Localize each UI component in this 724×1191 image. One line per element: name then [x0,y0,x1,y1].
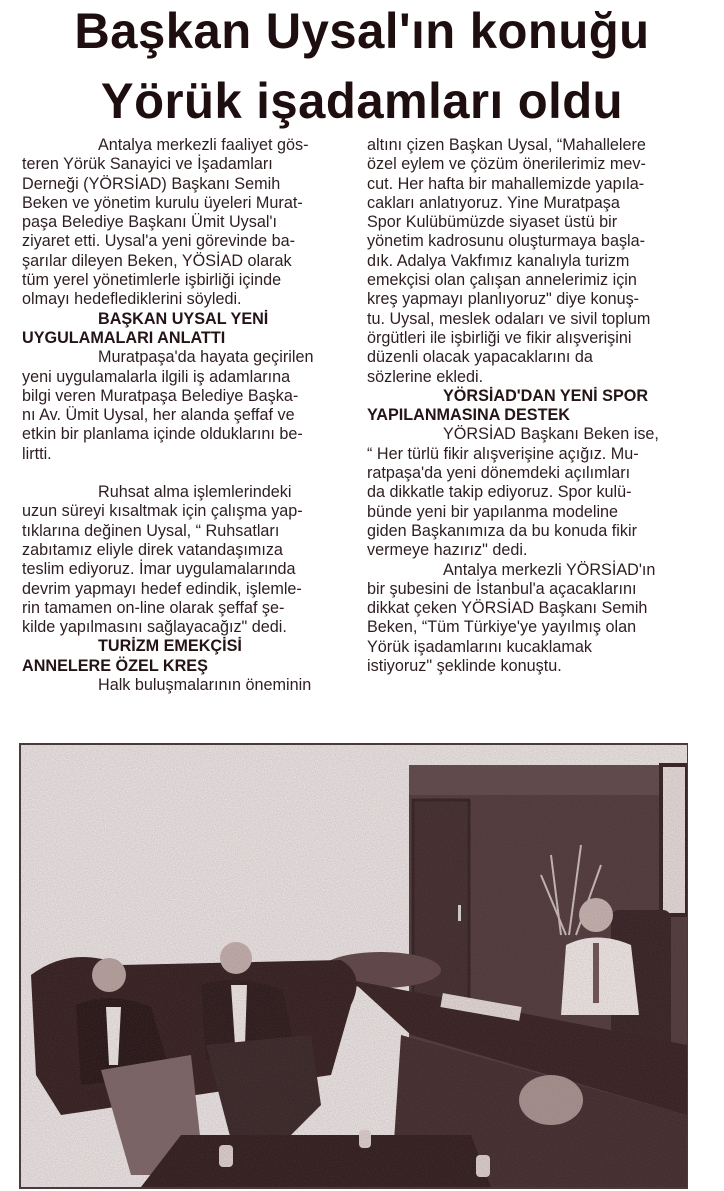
text-line: bir şubesini de İstanbul'a açacaklarını [367,579,637,598]
text-line: Ruhsat alma işlemlerindeki [98,483,292,502]
text-line: olmayı hedeflediklerini söyledi. [22,290,242,309]
paragraph [367,425,703,560]
text-line: ziyaret etti. Uysal'a yeni görevinde ba- [22,232,296,251]
text-line: istiyoruz" şeklinde konuştu. [367,657,562,676]
text-line: örgütleri ile işbirliği ve fikir alışverişini [367,328,632,347]
text-line: lirtti. [22,444,52,463]
headline-line-1: Başkan Uysal'ın konuğu [74,3,650,59]
text-line: vermeye hazırız" dedi. [367,541,528,560]
paragraph [367,136,703,387]
text-line: yeni uygulamalarla ilgili iş adamlarına [22,367,291,386]
text-line: Beken ve yönetim kurulu üyeleri Murat- [22,193,303,212]
text-line: paşa Belediye Başkanı Ümit Uysal'ı [22,213,278,232]
paragraph [22,348,354,464]
text-line: rin tamamen on-line olarak şeffaf şe- [22,598,285,617]
text-line: emekçisi olan çalışan annelerimiz için [367,271,637,290]
text-line: dikkat çeken YÖRSİAD Başkanı Semih [367,599,648,618]
text-line: etkin bir planlama içinde olduklarını be- [22,425,303,444]
text-line: bilgi veren Muratpaşa Belediye Başka- [22,386,299,405]
office-meeting-image [21,745,687,1187]
text-line: zabıtamız eliyle direk vatandaşımıza [22,540,283,559]
text-line: özel eylem ve çözüm önerilerimiz mev- [367,155,646,174]
text-line: BAŞKAN UYSAL YENİ [98,309,269,328]
text-line: devrim yapmayı hedef edindik, işlemle- [22,579,302,598]
text-line: Derneği (YÖRSİAD) Başkanı Semih [22,174,281,193]
text-line: cakları anlatıyoruz. Yine Muratpaşa [367,193,620,212]
text-line: UYGULAMALARI ANLATTI [22,328,226,347]
text-line: YAPILANMASINA DESTEK [367,406,570,425]
subheading [22,637,354,676]
text-line: Halk buluşmalarının öneminin [98,676,312,695]
text-line: Beken, “Tüm Türkiye'ye yayılmış olan [367,618,637,637]
subheading [367,387,703,426]
text-line: Spor Kulübümüzde siyaset üstü bir [367,213,618,232]
paragraph [22,676,354,695]
text-line: sözlerine ekledi. [367,367,484,386]
text-line: da dikkatle takip ediyoruz. Spor kulü- [367,483,632,502]
text-line: ratpaşa'da yeni dönemdeki açılımları [367,464,631,483]
paragraph [22,483,354,637]
text-line: Muratpaşa'da hayata geçirilen [98,348,314,367]
text-line: TURİZM EMEKÇİSİ [98,637,242,656]
text-line: tıklarına değinen Uysal, “ Ruhsatları [22,521,280,540]
article-photo [19,743,688,1189]
paragraph [367,561,703,677]
text-line: kreş yapmayı planlıyoruz" diye konuş- [367,290,640,309]
article-column-left [22,136,354,695]
text-line: Yörük işadamlarını kucaklamak [367,637,592,656]
article-column-right [367,136,703,676]
text-line: tu. Uysal, meslek odaları ve sivil toplum [367,309,651,328]
text-line: ANNELERE ÖZEL KREŞ [22,656,208,675]
text-line: Antalya merkezli faaliyet gös- [98,136,309,154]
text-line: dık. Adalya Vakfımız kanalıyla turizm [367,251,630,270]
text-line: giden Başkanımıza da bu konuda fikir [367,521,637,540]
text-line: teren Yörük Sanayici ve İşadamları [22,155,273,174]
text-line: “ Her türlü fikir alışverişine açığız. Mu- [367,444,639,463]
subheading [22,310,354,349]
text-line: kilde yapılmasını sağlayacağız" dedi. [22,618,287,637]
text-line: tüm yerel yönetimlerle işbirliği içinde [22,271,282,290]
text-line: bünde yeni bir yapılanma modeline [367,502,619,521]
text-line: teslim ediyoruz. İmar uygulamalarında [22,560,296,579]
paragraph [22,136,354,310]
text-line: cut. Her hafta bir mahallemizde yapıla- [367,174,645,193]
text-line: nı Av. Ümit Uysal, her alanda şeffaf ve [22,406,295,425]
text-line: düzenli olacak yapacaklarını da [367,348,593,367]
text-line: yönetim kadrosunu oluşturmaya başla- [367,232,646,251]
text-line: Antalya merkezli YÖRSİAD'ın [443,560,656,579]
text-line: YÖRSİAD Başkanı Beken ise, [443,425,659,444]
text-line: uzun süreyi kısaltmak için çalışma yap- [22,502,303,521]
text-line: altını çizen Başkan Uysal, “Mahallelere [367,136,646,154]
text-line: şarılar dileyen Beken, YÖSİAD olarak [22,251,292,270]
text-line: YÖRSİAD'DAN YENİ SPOR [443,386,649,405]
headline-line-2: Yörük işadamları oldu [100,73,624,129]
